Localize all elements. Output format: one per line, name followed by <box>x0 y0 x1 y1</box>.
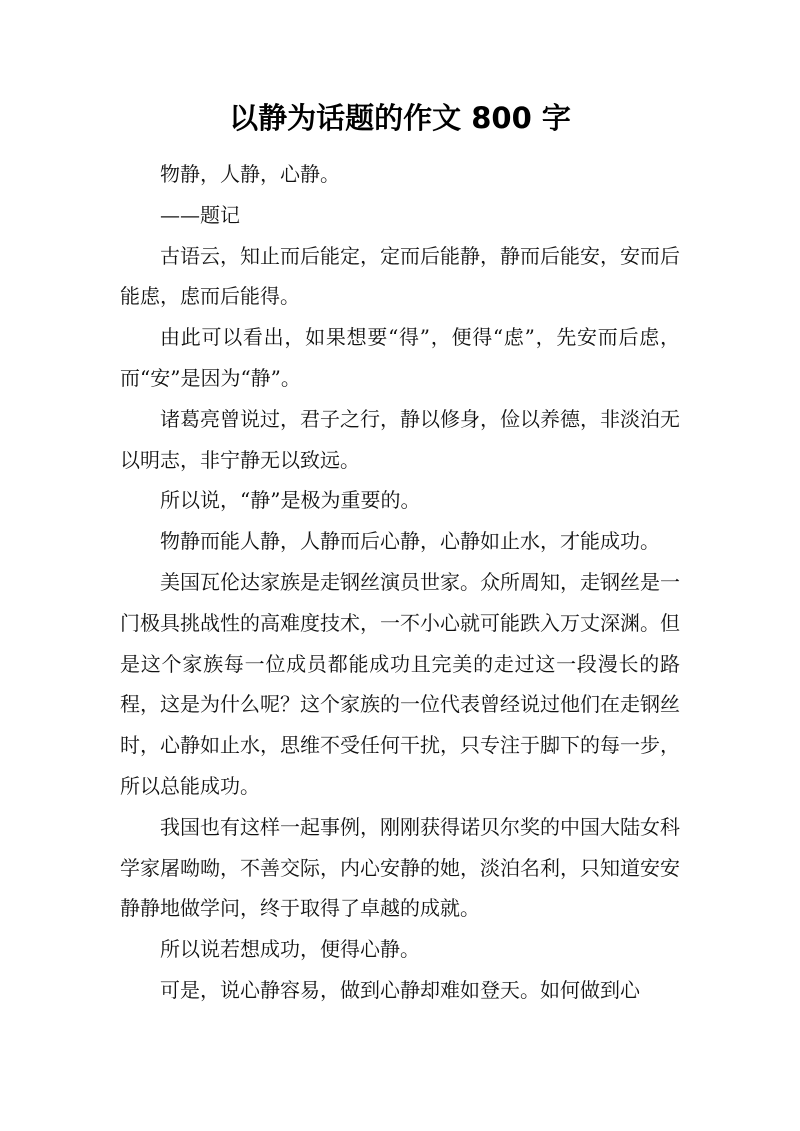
document-title: 以静为话题的作文 800 字 <box>229 101 571 135</box>
paragraph: 所以说，“静”是极为重要的。 <box>160 488 421 513</box>
paragraph: 物静而能人静，人静而后心静，心静如止水，才能成功。 <box>160 529 660 554</box>
paragraph: 美国瓦伦达家族是走钢丝演员世家。众所周知，走钢丝是一门极具挑战性的高难度技术，一不小心就可能跌入万丈深渊。但是这个家族每一位成员都能成功且完美的走过这一段漫长的路程，这是为什么呢？这个家族的一位代表曾经说过他们在走钢丝时，心静如止水，思维不受任何干扰，只专注于脚下的每一步，所以总能成功。 <box>120 569 680 798</box>
paragraph: 我国也有这样一起事例，刚刚获得诺贝尔奖的中国大陆女科学家屠呦呦，不善交际，内心安静的她，淡泊名利，只知道安安静静地做学问，终于取得了卓越的成就。 <box>120 814 680 921</box>
paragraph: 古语云，知止而后能定，定而后能静，静而后能安，安而后能虑，虑而后能得。 <box>120 243 680 309</box>
paragraph: 诸葛亮曾说过，君子之行，静以修身，俭以养德，非淡泊无以明志，非宁静无以致远。 <box>120 406 680 472</box>
document-body <box>120 154 680 1011</box>
paragraph: 由此可以看出，如果想要“得”，便得“虑”，先安而后虑，而“安”是因为“静”。 <box>120 325 680 390</box>
paragraph: 物静，人静，心静。 <box>160 162 340 186</box>
paragraph: ——题记 <box>160 202 240 227</box>
paragraph: 可是，说心静容易，做到心静却难如登天。如何做到心 <box>160 977 640 1002</box>
paragraph: 所以说若想成功，便得心静。 <box>160 937 420 962</box>
